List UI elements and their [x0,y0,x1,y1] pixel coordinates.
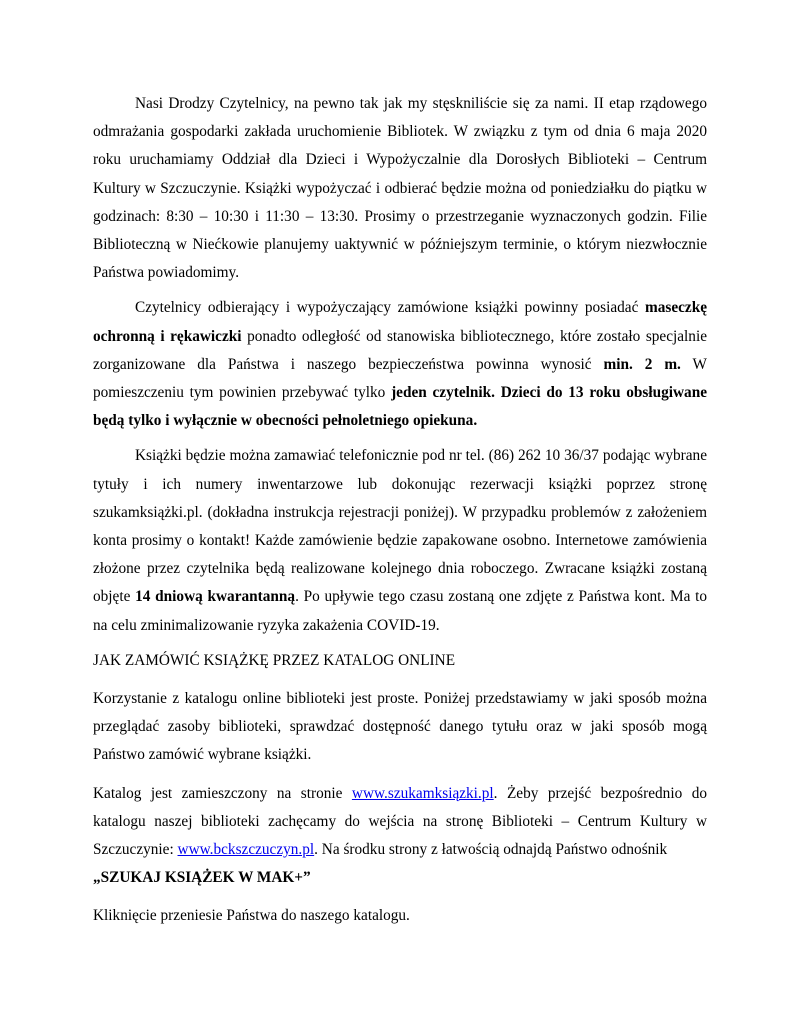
ordering-text-2: . Po upływie tego czasu zostaną one zdjęte z Państwa kont. Ma to na celu zminimalizowanie ryzyka zakażenia COVID-19. [93,588,708,634]
search-link-bold: „SZUKAJ KSIĄŻEK W MAK+” [93,869,311,887]
closing-paragraph: Kliknięcie przeniesie Państwa do naszego katalogu. [93,907,410,925]
safety-text-2: ponadto odległość od stanowiska bibliotecznego, które zostało specjalnie zorganizowane dla Państwa i naszego bezpieczeństwa powinna wynosić [93,327,707,373]
safety-text-3: W pomieszczeniu tym powinien przebywać tylko [93,355,707,402]
safety-bold-one-reader: jeden czytelnik. Dzieci do 13 roku obsługiwane będą tylko i wyłącznie w obecności pełnoletniego opiekuna. [93,384,707,430]
szukamksiazki-link[interactable]: www.szukamksiązki.pl [351,784,494,802]
ordering-text-1: Książki będzie można zamawiać telefonicznie pod nr tel. (86) 262 10 36/37 podając wybrane tytuły i ich numery inwentarzowe lub dokonując rezerwacji książki poprzez stronę szukamksiążki.pl. (dokładna instrukcja rejestracji poniżej). W przypadku problemów z założeniem konta prosimy o kontakt! Każde zamówienie będzie zapakowane osobno. Internetowe zamówienia złożone przez czytelnika będą realizowane kolejnego dnia roboczego. Zwracane książki zostaną objęte [93,447,707,606]
catalog-intro-paragraph: Korzystanie z katalogu online biblioteki jest proste. Poniżej przedstawiamy w jaki sposób można przeglądać zasoby biblioteki, sprawdzać dostępność danego tytułu oraz w jaki sposób mogą Państwo zamówić wybrane książki. [93,690,707,764]
document-page [93,90,707,931]
safety-bold-distance: min. 2 m. [603,355,681,373]
ordering-paragraph [93,442,707,639]
safety-paragraph [93,294,707,435]
catalog-text-3: . Na środku strony z łatwością odnajdą Państwo odnośnik [314,841,668,859]
catalog-text-2: . Żeby przejść bezpośrednio do katalogu naszej biblioteki zachęcamy do wejścia na stronę Biblioteki – Centrum Kultury w Szczuczynie: [93,784,707,859]
safety-text-1: Czytelnicy odbierający i wypożyczający zamówione książki powinny posiadać [135,299,645,317]
intro-paragraph: Nasi Drodzy Czytelnicy, na pewno tak jak my stęskniliście się za nami. II etap rządowego odmrażania gospodarki zakłada uruchomienie Bibliotek. W związku z tym od dnia 6 maja 2020 roku uruchamiamy Oddział dla Dzieci i Wypożyczalnie dla Dorosłych Biblioteki – Centrum Kultury w Szczuczynie. Książki wypożyczać i odbierać będzie można od poniedziałku do piątku w godzinach: 8:30 – 10:30 i 11:30 – 13:30. Prosimy o przestrzeganie wyznaczonych godzin. Filie Biblioteczną w Niećkowie planujemy uaktywnić w późniejszym terminie, o którym niezwłocznie Państwa powiadomimy. [93,95,707,282]
bckszczuczyn-link[interactable]: www.bckszczuczyn.pl [177,841,315,859]
section-heading: JAK ZAMÓWIĆ KSIĄŻKĘ PRZEZ KATALOG ONLINE [93,651,456,669]
ordering-bold-quarantine: 14 dniową kwarantanną [135,588,296,606]
catalog-location-paragraph [93,780,707,865]
search-link-name [93,864,707,892]
safety-bold-mask-gloves: maseczkę ochronną i rękawiczki [93,299,707,345]
catalog-text-1: Katalog jest zamieszczony na stronie [93,784,352,802]
